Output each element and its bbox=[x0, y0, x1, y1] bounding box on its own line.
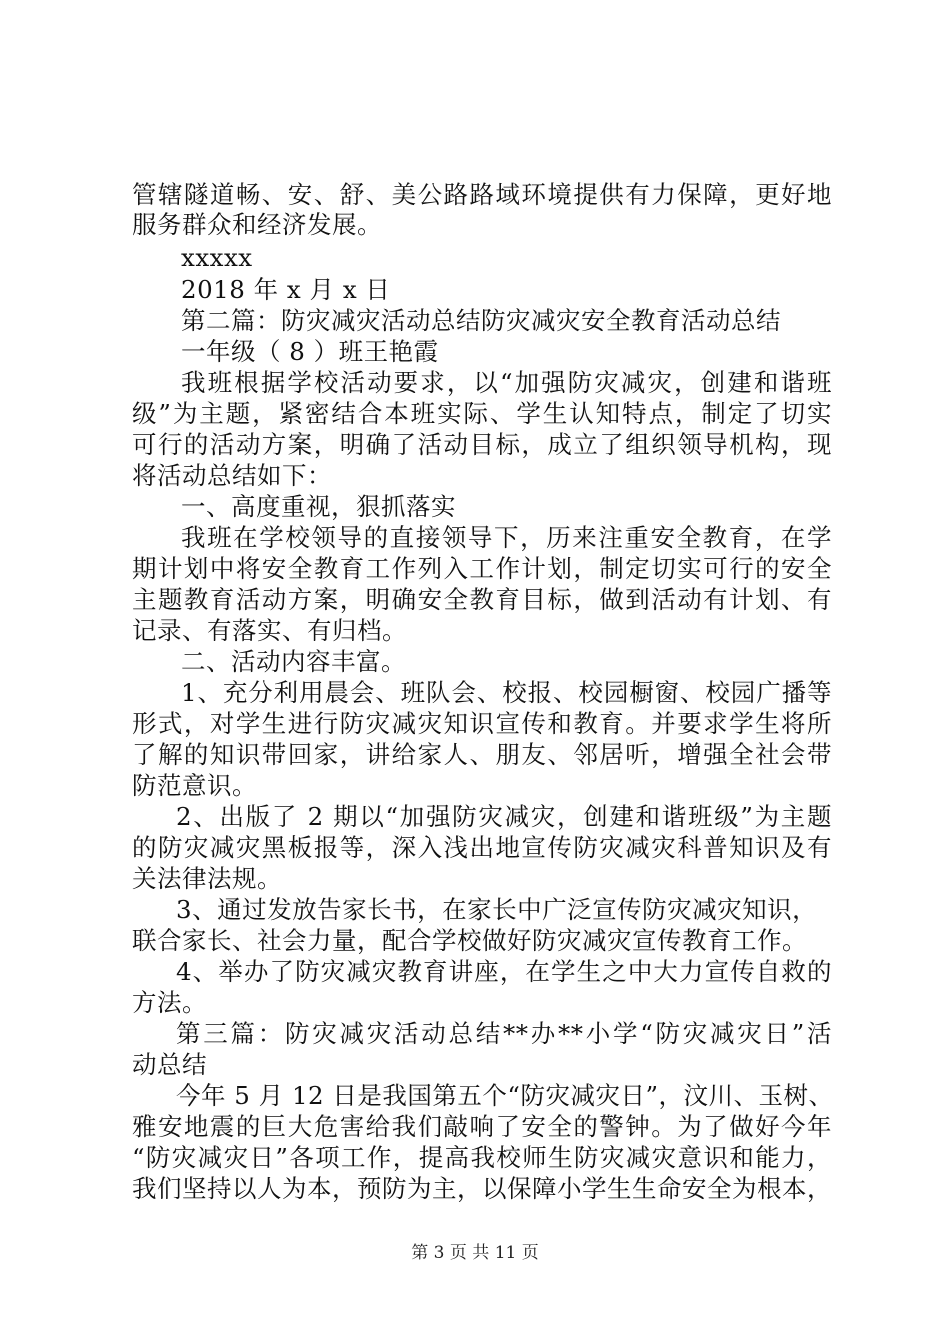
text-line: 方法。 bbox=[132, 988, 207, 1017]
text-line: 了解的知识带回家，讲给家人、朋友、邻居听，增强全社会带 bbox=[132, 740, 832, 769]
section-title: 第二篇：防灾减灾活动总结防灾减灾安全教育活动总结 bbox=[181, 306, 781, 335]
text-line: 将活动总结如下： bbox=[132, 461, 332, 490]
text-line: 今年 5 月 12 日是我国第五个“防灾减灾日”，汶川、玉树、 bbox=[176, 1081, 834, 1110]
text-line: 主题教育活动方案，明确安全教育目标，做到活动有计划、有 bbox=[132, 585, 832, 614]
text-line: 可行的活动方案，明确了活动目标，成立了组织领导机构，现 bbox=[132, 430, 832, 459]
subheading: 一、高度重视，狠抓落实 bbox=[181, 492, 456, 521]
signature-date: 2018 年 x 月 x 日 bbox=[181, 275, 391, 304]
text-line: 我班在学校领导的直接领导下，历来注重安全教育，在学 bbox=[181, 523, 832, 552]
text-line: 关法律法规。 bbox=[132, 864, 282, 893]
signature-name: xxxxx bbox=[181, 243, 253, 272]
author-line: 一年级（ 8 ）班王艳霞 bbox=[181, 337, 439, 366]
text-line: 级”为主题，紧密结合本班实际、学生认知特点，制定了切实 bbox=[132, 399, 832, 428]
text-line: 的防灾减灾黑板报等，深入浅出地宣传防灾减灾科普知识及有 bbox=[132, 833, 832, 862]
text-line: 2、出版了 2 期以“加强防灾减灾，创建和谐班级”为主题 bbox=[176, 802, 832, 831]
text-line: 形式，对学生进行防灾减灾知识宣传和教育。并要求学生将所 bbox=[132, 709, 832, 738]
section-title: 动总结 bbox=[132, 1050, 207, 1079]
text-line: 雅安地震的巨大危害给我们敲响了安全的警钟。为了做好今年 bbox=[132, 1112, 832, 1141]
text-line: 防范意识。 bbox=[132, 771, 257, 800]
text-line: “防灾减灾日”各项工作，提高我校师生防灾减灾意识和能力， bbox=[132, 1143, 832, 1172]
text-line: 1、充分利用晨会、班队会、校报、校园橱窗、校园广播等 bbox=[181, 678, 832, 707]
text-line: 3、通过发放告家长书，在家长中广泛宣传防灾减灾知识， bbox=[176, 895, 818, 924]
text-line: 我班根据学校活动要求，以“加强防灾减灾，创建和谐班 bbox=[181, 368, 832, 397]
text-line: 管辖隧道畅、安、舒、美公路路域环境提供有力保障，更好地 bbox=[132, 180, 832, 209]
page-footer: 第 3 页 共 11 页 bbox=[411, 1243, 539, 1263]
text-line: 联合家长、社会力量，配合学校做好防灾减灾宣传教育工作。 bbox=[132, 926, 807, 955]
subheading: 二、活动内容丰富。 bbox=[181, 647, 406, 676]
section-title: 第三篇：防灾减灾活动总结**办**小学“防灾减灾日”活 bbox=[176, 1019, 832, 1048]
text-line: 记录、有落实、有归档。 bbox=[132, 616, 407, 645]
text-line: 4、举办了防灾减灾教育讲座，在学生之中大力宣传自救的 bbox=[176, 957, 832, 986]
text-line: 服务群众和经济发展。 bbox=[132, 210, 382, 239]
text-line: 期计划中将安全教育工作列入工作计划，制定切实可行的安全 bbox=[132, 554, 832, 583]
text-line: 我们坚持以人为本，预防为主，以保障小学生生命安全为根本， bbox=[132, 1174, 832, 1203]
